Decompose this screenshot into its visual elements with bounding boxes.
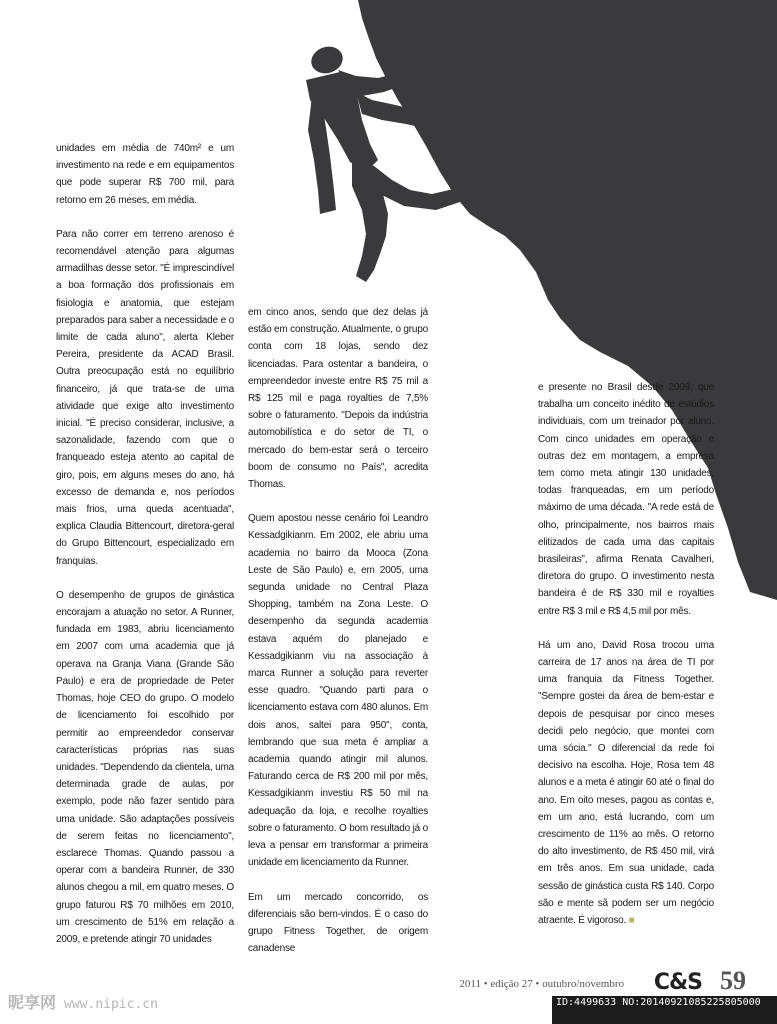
image-id-text: ID:4499633 NO:20140921085225805000: [556, 997, 761, 1008]
watermark-text: 昵享网: [8, 993, 57, 1012]
article-paragraph: e presente no Brasil desde 2009, que trabalha um conceito inédito de estúdios individuais, com um treinador por aluno. Com cinco unidades em operação e outras dez em montagem, a empresa tem como meta atingir 130 unidades, todas franqueadas, em um período máximo de uma década. "A rede está de olho, principalmente, nos bairros mais elitizados de cada uma das capitais brasileiras", afirma Renata Cavalheri, diretora do grupo. O investimento nesta bandeira é de R$ 330 mil e royalties entre R$ 3 mil e R$ 4,5 mil por mês.: [538, 382, 714, 617]
article-final-text: Há um ano, David Rosa trocou uma carreira de 17 anos na área de TI por uma franquia da Fitness Together. "Sempre gostei da área de bem-estar e depois de pesquisar por cinco meses decidi pelo negócio, que montei com uma sócia." O diferencial da rede foi decisivo na escolha. Hoje, Rosa tem 48 alunos e a meta é atingir 60 até o final do ano. Em oito meses, pagou as contas e, em um ano, está lucrando, com um crescimento de 11% ao mês. O retorno do alto investimento, de R$ 450 mil, virá em três anos. Em sua unidade, cada sessão de ginástica custa R$ 140. Corpo são e mente sã podem ser um negócio atraente. É vigoroso.: [538, 639, 714, 927]
article-paragraph: O desempenho de grupos de ginástica encorajam a atuação no setor. A Runner, fundada em 1983, abriu licenciamento em 2007 com uma academia que já operava na Granja Viana (Grande São Paulo) e era de propriedade de Peter Thomas, hoje CEO do grupo. O modelo de licenciamento foi escolhido por permitir ao empreendedor conservar características próprias nas suas unidades. "Dependendo da clientela, uma determinada grade de aulas, por exemplo, pode não fazer sentido para uma unidade. São adaptações possíveis de serem feitas no licenciamento", esclarece Thomas. Quando passou a operar com a bandeira Runner, de 330 alunos chegou a mil, em quatro meses. O grupo faturou R$ 70 milhões em 2010, um crescimento de 51% em relação a 2009, e pretende atingir 70 unidades: [56, 589, 234, 945]
article-paragraph: unidades em média de 740m² e um investimento na rede e em equipamentos que pode superar R$ 700 mil, para retorno em 26 meses, em média.: [56, 143, 234, 206]
page-number: 59: [720, 966, 746, 995]
article-paragraph: Em um mercado concorrido, os diferenciais são bem-vindos. É o caso do grupo Fitness Together, de origem canadense: [248, 891, 428, 955]
magazine-logo: C&S: [653, 970, 702, 995]
article-column-1: [56, 140, 234, 948]
issue-info: 2011 • edição 27 • outubro/novembro: [459, 978, 624, 990]
article-column-2: [248, 304, 428, 957]
end-mark-icon: ■: [628, 915, 635, 927]
article-paragraph: Quem apostou nesse cenário foi Leandro Kessadgikianm. Em 2002, ele abriu uma academia no bairro da Mooca (Zona Leste de São Paulo) e, em 2005, uma segunda unidade no Central Plaza Shopping, também na Zona Leste. O desempenho da segunda academia estava aquém do planejado e Kessadgikianm viu na associação à marca Runner a solução para reverter esse quadro. "Quando parti para o licenciamento estava com 480 alunos. Em dois anos, saltei para 950", conta, lembrando que sua meta é ampliar a academia quando atingir mil alunos. Faturando cerca de R$ 200 mil por mês, Kessadgikianm investiu R$ 50 mil na adequação da loja, e recolhe royalties sobre o faturamento. O bom resultado já o leva a pensar em transformar a primeira unidade em licenciamento da Runner.: [248, 513, 428, 869]
article-paragraph: em cinco anos, sendo que dez delas já estão em construção. Atualmente, o grupo conta com 18 lojas, sendo dez licenciadas. Para ostentar a bandeira, o empreendedor investe entre R$ 75 mil a R$ 125 mil e paga royalties de 7,5% sobre o faturamento. "Depois da indústria automobilística e do setor de TI, o mercado do bem-estar será o terceiro boom de consumo no País", acredita Thomas.: [248, 307, 428, 491]
watermark: [8, 990, 158, 1013]
article-paragraph-final: [538, 637, 714, 929]
page-footer: [428, 968, 746, 998]
watermark-url: www.nipic.cn: [64, 997, 158, 1012]
article-paragraph: Para não correr em terreno arenoso é recomendável atenção para algumas armadilhas desse setor. "É imprescindível a boa formação dos profissionais em fisiologia e anatomia, que estejam preparados para saber a necessidade e o limite de cada aluno", alerta Kleber Pereira, presidente da ACAD Brasil. Outra preocupação está no equilíbrio financeiro, já que trata-se de uma atividade que exige alto investimento inicial. "É preciso considerar, inclusive, a sazonalidade, fazendo com que o franqueado esteja atento ao capital de giro, pois, em alguns meses do ano, há excesso de demanda e, nos períodos mais frios, uma queda acentuada", explica Claudia Bittencourt, diretora-geral do Grupo Bittencourt, especializado em franquias.: [56, 228, 234, 567]
article-column-3: [538, 379, 714, 929]
image-id-stamp: [552, 996, 777, 1024]
